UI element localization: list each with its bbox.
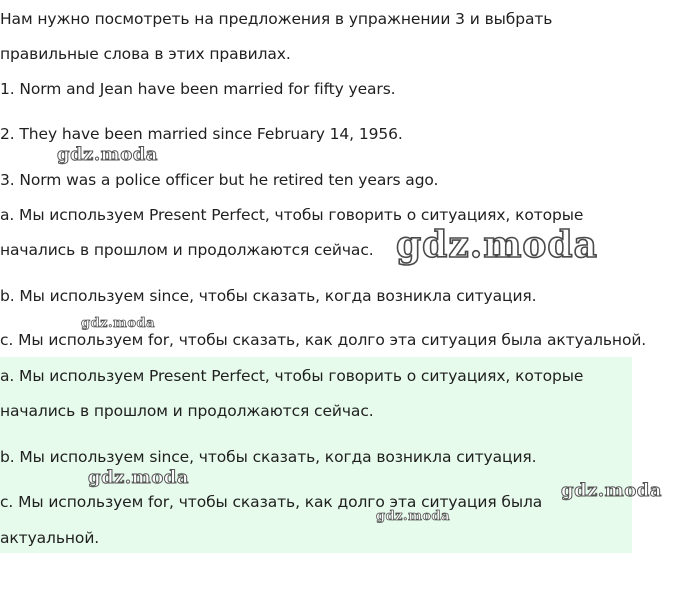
watermark-logo: gdz.moda xyxy=(88,467,189,488)
sentence-1: 1. Norm and Jean have been married for fifty years. xyxy=(0,80,396,98)
watermark-logo: gdz.moda xyxy=(396,224,598,266)
watermark-logo: gdz.moda xyxy=(376,509,451,524)
sentence-2: 2. They have been married since February 14, 1956. xyxy=(0,125,403,143)
rule-a-line-2: начались в прошлом и продолжаются сейчас. xyxy=(0,241,374,259)
rule-b: b. Мы используем since, чтобы сказать, когда возникла ситуация. xyxy=(0,287,537,305)
answer-c-line-2: актуальной. xyxy=(0,529,100,547)
intro-line-2: правильные слова в этих правилах. xyxy=(0,45,291,63)
answer-b: b. Мы используем since, чтобы сказать, когда возникла ситуация. xyxy=(0,448,537,466)
answer-a-line-2: начались в прошлом и продолжаются сейчас. xyxy=(0,402,374,420)
rule-c: c. Мы используем for, чтобы сказать, как долго эта ситуация была актуальной. xyxy=(0,331,647,349)
answer-a-line-1: a. Мы используем Present Perfect, чтобы говорить о ситуациях, которые xyxy=(0,367,584,385)
intro-line-1: Нам нужно посмотреть на предложения в упражнении 3 и выбрать xyxy=(0,10,553,28)
watermark-logo: gdz.moda xyxy=(81,316,156,331)
watermark-logo: gdz.moda xyxy=(57,144,158,165)
rule-a-line-1: a. Мы используем Present Perfect, чтобы говорить о ситуациях, которые xyxy=(0,206,584,224)
sentence-3: 3. Norm was a police officer but he retired ten years ago. xyxy=(0,171,439,189)
answer-c-line-1: c. Мы используем for, чтобы сказать, как долго эта ситуация была xyxy=(0,493,543,511)
watermark-logo: gdz.moda xyxy=(561,480,662,501)
